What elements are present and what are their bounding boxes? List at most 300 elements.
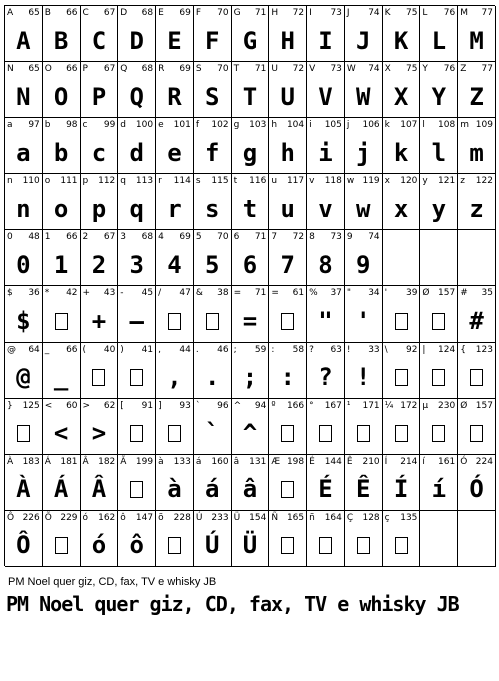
glyph-cell: [458, 230, 496, 286]
glyph-label: [309, 345, 342, 356]
glyph-label: [460, 345, 493, 356]
glyph-label: [120, 176, 153, 187]
glyph-char-label: ': [384, 288, 388, 299]
glyph-cell: [383, 455, 421, 511]
glyph-label: [271, 232, 304, 243]
glyph-cell: [307, 118, 345, 174]
glyph-cell: [156, 118, 194, 174]
glyph-char-label: D: [120, 8, 128, 18]
glyph-label: [7, 457, 40, 468]
glyph-sample: :: [280, 363, 295, 392]
glyph-sample: [420, 357, 457, 398]
glyph-label: [83, 8, 116, 19]
glyph-label: [234, 120, 267, 131]
glyph-char-label: ñ: [309, 512, 315, 523]
glyph-label: [309, 513, 342, 524]
glyph-sample: 8: [318, 250, 333, 279]
glyph-code: 34: [368, 288, 380, 299]
glyph-sample: 5: [204, 250, 220, 279]
glyph-label: [196, 345, 229, 356]
glyph-sample: 2: [91, 250, 107, 279]
glyph-sample: [420, 413, 457, 454]
glyph-char-label: b: [44, 120, 51, 131]
missing-glyph-box: [432, 425, 445, 442]
glyph-label: [309, 457, 342, 468]
missing-glyph-box: [395, 425, 408, 442]
glyph-code: 67: [103, 64, 116, 75]
glyph-cell: [383, 6, 421, 62]
missing-glyph-box: [130, 481, 143, 498]
glyph-sample: À: [16, 475, 31, 504]
glyph-code: 230: [438, 400, 456, 411]
glyph-code: 72: [292, 8, 305, 18]
glyph-char-label: P: [82, 64, 88, 75]
glyph-code: 68: [141, 64, 154, 75]
glyph-code: 182: [98, 456, 116, 467]
glyph-label: [45, 176, 78, 187]
glyph-code: 65: [28, 8, 40, 18]
glyph-label: [234, 457, 267, 468]
glyph-sample: @: [16, 363, 31, 392]
glyph-label: [45, 457, 78, 468]
missing-glyph-box: [281, 313, 294, 330]
glyph-cell: [43, 511, 81, 567]
glyph-cell: [43, 62, 81, 118]
glyph-char-label: z: [460, 176, 465, 187]
glyph-char-label: t: [233, 176, 238, 187]
glyph-code: 123: [475, 344, 493, 355]
glyph-cell: [345, 343, 383, 399]
glyph-char-label: U: [271, 64, 278, 75]
glyph-label: [347, 8, 380, 19]
missing-glyph-box: [357, 537, 370, 554]
missing-glyph-box: [395, 313, 408, 330]
glyph-char-label: w: [346, 176, 355, 187]
glyph-char-label: @: [7, 344, 16, 355]
glyph-code: 70: [217, 232, 229, 243]
character-grid: [4, 5, 495, 566]
glyph-cell: [232, 511, 270, 567]
glyph-sample: b: [53, 138, 69, 167]
missing-glyph-box: [395, 537, 408, 554]
glyph-label: [460, 232, 493, 243]
glyph-char-label: m: [460, 120, 469, 131]
glyph-code: 154: [249, 512, 267, 523]
glyph-label: [120, 64, 153, 75]
glyph-char-label: Ã: [120, 456, 127, 467]
glyph-cell: [383, 286, 421, 342]
glyph-code: 96: [217, 400, 229, 411]
glyph-sample: ,: [167, 363, 182, 392]
glyph-label: [158, 232, 191, 243]
glyph-label: [158, 176, 191, 187]
glyph-code: 107: [400, 120, 418, 131]
glyph-label: [45, 8, 78, 19]
glyph-char-label: Ü: [233, 512, 241, 523]
glyph-cell: [5, 286, 43, 342]
glyph-cell: [345, 118, 383, 174]
glyph-code: 40: [103, 344, 116, 355]
glyph-code: 69: [179, 232, 191, 243]
glyph-sample: [420, 300, 457, 341]
glyph-char-label: n: [7, 176, 13, 187]
glyph-sample: [383, 413, 420, 454]
glyph-code: 147: [135, 512, 154, 523]
glyph-char-label: a: [7, 120, 13, 131]
missing-glyph-box: [92, 369, 105, 386]
glyph-label: [460, 513, 493, 524]
glyph-code: 233: [211, 512, 229, 523]
glyph-code: 63: [330, 344, 342, 355]
glyph-label: [347, 513, 380, 524]
glyph-sample: [345, 413, 382, 454]
glyph-sample: K: [393, 26, 409, 55]
glyph-sample: í: [431, 475, 447, 504]
glyph-label: [45, 288, 78, 299]
glyph-char-label: .: [195, 344, 199, 355]
glyph-code: 115: [211, 176, 229, 187]
glyph-label: [7, 120, 40, 131]
glyph-cell: [118, 343, 156, 399]
glyph-code: 94: [254, 400, 267, 411]
glyph-sample: w: [356, 194, 371, 223]
glyph-char-label: ;: [233, 344, 237, 355]
glyph-label: [347, 176, 380, 187]
glyph-sample: [383, 525, 420, 566]
glyph-sample: [269, 469, 306, 510]
glyph-sample: [194, 300, 231, 341]
glyph-cell: [383, 399, 421, 455]
glyph-code: 45: [141, 288, 154, 299]
glyph-cell: [458, 286, 496, 342]
glyph-cell: [194, 230, 232, 286]
glyph-cell: [307, 399, 345, 455]
glyph-cell: [43, 455, 81, 511]
glyph-label: [196, 8, 229, 19]
glyph-label: [234, 401, 267, 412]
glyph-sample: t: [242, 194, 258, 223]
missing-glyph-box: [357, 425, 370, 442]
glyph-sample: _: [53, 363, 69, 392]
glyph-char-label: â: [233, 456, 240, 467]
glyph-cell: [43, 230, 81, 286]
glyph-sample: [118, 357, 155, 398]
glyph-cell: [156, 230, 194, 286]
glyph-cell: [5, 399, 43, 455]
glyph-code: 72: [292, 64, 305, 75]
glyph-cell: [269, 230, 307, 286]
glyph-sample: i: [318, 138, 333, 167]
glyph-cell: [232, 286, 270, 342]
missing-glyph-box: [55, 537, 68, 554]
glyph-code: 181: [60, 456, 78, 467]
glyph-sample: d: [129, 138, 144, 167]
glyph-code: 131: [249, 456, 267, 467]
glyph-char-label: y: [422, 176, 428, 187]
glyph-sample: p: [91, 194, 107, 223]
glyph-cell: [420, 455, 458, 511]
glyph-label: [347, 232, 380, 243]
glyph-char-label: !: [346, 344, 351, 355]
glyph-label: [7, 513, 40, 524]
sample-text-large: PM Noel quer giz, CD, fax, TV e whisky JB: [6, 592, 459, 616]
glyph-sample: n: [16, 194, 31, 223]
glyph-cell: [194, 62, 232, 118]
glyph-code: 73: [330, 232, 342, 243]
glyph-sample: [383, 244, 420, 285]
glyph-sample: $: [16, 307, 31, 336]
missing-glyph-box: [17, 425, 30, 442]
glyph-cell: [420, 62, 458, 118]
glyph-sample: [307, 413, 344, 454]
glyph-code: 157: [475, 400, 493, 411]
glyph-code: 46: [217, 344, 229, 355]
glyph-sample: –: [129, 307, 144, 336]
glyph-label: [422, 232, 455, 243]
glyph-char-label: õ: [158, 512, 164, 523]
glyph-char-label: x: [384, 176, 390, 187]
glyph-label: [385, 457, 418, 468]
glyph-cell: [194, 174, 232, 230]
glyph-char-label: ô: [120, 512, 126, 523]
glyph-char-label: Í: [384, 456, 388, 467]
glyph-char-label: V: [309, 64, 316, 75]
glyph-cell: [269, 455, 307, 511]
glyph-label: [7, 232, 40, 243]
glyph-sample: v: [318, 194, 333, 223]
glyph-code: 75: [405, 64, 418, 75]
glyph-sample: Ó: [469, 475, 484, 504]
glyph-sample: M: [469, 26, 484, 55]
glyph-label: [271, 457, 304, 468]
glyph-char-label: :: [271, 344, 275, 355]
glyph-label: [385, 120, 418, 131]
glyph-char-label: Á: [44, 456, 51, 467]
glyph-label: [120, 513, 153, 524]
glyph-sample: [458, 413, 495, 454]
missing-glyph-box: [168, 537, 181, 554]
glyph-code: 214: [400, 456, 418, 467]
glyph-code: 37: [330, 288, 342, 299]
glyph-char-label: T: [233, 64, 240, 75]
glyph-char-label: °: [309, 400, 314, 411]
glyph-cell: [194, 6, 232, 62]
glyph-cell: [118, 286, 156, 342]
glyph-label: [158, 64, 191, 75]
glyph-char-label: q: [120, 176, 127, 187]
glyph-code: 59: [254, 344, 267, 355]
glyph-label: [271, 401, 304, 412]
glyph-sample: y: [431, 194, 447, 223]
glyph-char-label: á: [195, 456, 202, 467]
glyph-sample: C: [91, 26, 107, 55]
glyph-sample: f: [204, 138, 220, 167]
glyph-cell: [81, 174, 119, 230]
glyph-code: 229: [60, 512, 78, 523]
glyph-label: [271, 64, 304, 75]
glyph-label: [460, 8, 493, 19]
glyph-char-label: /: [158, 288, 162, 299]
glyph-code: 101: [173, 120, 191, 131]
glyph-label: [385, 232, 418, 243]
glyph-label: [460, 457, 493, 468]
glyph-char-label: (: [82, 344, 87, 355]
glyph-label: [158, 120, 191, 131]
glyph-label: [385, 176, 418, 187]
glyph-cell: [232, 62, 270, 118]
glyph-code: 167: [324, 400, 342, 411]
glyph-code: 166: [286, 400, 305, 411]
glyph-cell: [156, 6, 194, 62]
glyph-sample: Z: [469, 82, 484, 111]
glyph-sample: z: [469, 194, 484, 223]
glyph-cell: [194, 286, 232, 342]
glyph-code: 116: [249, 176, 267, 187]
glyph-char-label: ": [346, 288, 352, 299]
glyph-sample: T: [242, 82, 258, 111]
glyph-label: [7, 345, 40, 356]
glyph-cell: [5, 6, 43, 62]
glyph-sample: P: [91, 82, 107, 111]
glyph-char-label: 9: [346, 232, 353, 243]
glyph-cell: [118, 174, 156, 230]
glyph-char-label: í: [422, 456, 425, 467]
glyph-code: 171: [362, 400, 380, 411]
glyph-code: 73: [330, 64, 342, 75]
glyph-code: 98: [66, 120, 78, 131]
glyph-char-label: F: [195, 8, 202, 18]
glyph-sample: W: [356, 82, 371, 111]
glyph-label: [422, 513, 455, 524]
glyph-label: [196, 232, 229, 243]
glyph-cell: [81, 118, 119, 174]
glyph-sample: [420, 525, 457, 566]
glyph-sample: à: [167, 475, 182, 504]
glyph-cell: [269, 118, 307, 174]
glyph-code: 160: [211, 456, 229, 467]
glyph-sample: Ê: [356, 475, 371, 504]
glyph-char-label: ¼: [384, 400, 394, 411]
glyph-char-label: [: [120, 400, 124, 411]
glyph-sample: >: [91, 419, 107, 448]
glyph-char-label: µ: [422, 400, 429, 411]
missing-glyph-box: [130, 425, 143, 442]
glyph-sample: [156, 525, 193, 566]
glyph-sample: [156, 413, 193, 454]
glyph-label: [83, 513, 116, 524]
glyph-sample: Â: [91, 475, 107, 504]
glyph-sample: F: [204, 26, 220, 55]
glyph-sample: [383, 300, 420, 341]
glyph-code: 70: [217, 8, 229, 18]
glyph-label: [460, 401, 493, 412]
glyph-code: 109: [475, 120, 493, 131]
glyph-code: 42: [66, 288, 78, 299]
glyph-label: [120, 120, 153, 131]
glyph-sample: N: [16, 82, 31, 111]
glyph-char-label: v: [309, 176, 315, 187]
glyph-label: [271, 345, 304, 356]
glyph-sample: á: [204, 475, 220, 504]
glyph-sample: V: [318, 82, 333, 111]
glyph-code: 38: [217, 288, 229, 299]
glyph-code: 76: [443, 8, 456, 18]
glyph-sample: <: [53, 419, 69, 448]
glyph-sample: +: [91, 307, 107, 336]
glyph-label: [347, 288, 380, 299]
glyph-char-label: 1: [44, 232, 51, 243]
glyph-cell: [420, 343, 458, 399]
glyph-code: 77: [481, 8, 493, 18]
glyph-code: 62: [103, 400, 116, 411]
glyph-char-label: W: [346, 64, 356, 75]
glyph-code: 71: [254, 288, 267, 299]
glyph-code: 66: [66, 232, 78, 243]
glyph-sample: g: [242, 138, 258, 167]
glyph-sample: [269, 300, 306, 341]
glyph-label: [45, 232, 78, 243]
glyph-cell: [118, 230, 156, 286]
glyph-char-label: Ç: [346, 512, 354, 523]
glyph-cell: [458, 511, 496, 567]
glyph-char-label: =: [233, 288, 242, 299]
glyph-code: 118: [324, 176, 342, 187]
glyph-cell: [194, 118, 232, 174]
glyph-cell: [307, 230, 345, 286]
glyph-label: [158, 345, 191, 356]
glyph-code: 48: [28, 232, 40, 243]
glyph-code: 183: [22, 456, 40, 467]
glyph-label: [120, 401, 153, 412]
glyph-code: 124: [438, 344, 456, 355]
missing-glyph-box: [281, 481, 294, 498]
glyph-cell: [420, 511, 458, 567]
glyph-sample: ': [356, 307, 371, 336]
glyph-char-label: Q: [120, 64, 128, 75]
glyph-cell: [232, 399, 270, 455]
glyph-sample: [43, 525, 80, 566]
glyph-char-label: G: [233, 8, 241, 18]
glyph-label: [45, 64, 78, 75]
glyph-code: 66: [66, 344, 78, 355]
glyph-label: [234, 176, 267, 187]
glyph-char-label: #: [460, 288, 468, 299]
glyph-code: 75: [405, 8, 418, 18]
glyph-char-label: Z: [460, 64, 467, 75]
glyph-cell: [345, 455, 383, 511]
glyph-char-label: Ø: [460, 400, 468, 411]
glyph-char-label: r: [158, 176, 162, 187]
glyph-label: [385, 401, 418, 412]
glyph-sample: Q: [129, 82, 144, 111]
glyph-cell: [118, 6, 156, 62]
glyph-cell: [307, 62, 345, 118]
glyph-label: [7, 8, 40, 19]
glyph-cell: [194, 399, 232, 455]
glyph-sample: Ü: [242, 531, 258, 560]
glyph-char-label: $: [7, 288, 13, 299]
glyph-code: 111: [60, 176, 78, 187]
glyph-cell: [43, 118, 81, 174]
glyph-char-label: s: [195, 176, 201, 187]
glyph-cell: [383, 118, 421, 174]
glyph-label: [234, 232, 267, 243]
glyph-char-label: 7: [271, 232, 278, 243]
glyph-label: [158, 513, 191, 524]
glyph-label: [196, 176, 229, 187]
glyph-char-label: `: [195, 400, 201, 411]
glyph-code: 71: [254, 232, 267, 243]
